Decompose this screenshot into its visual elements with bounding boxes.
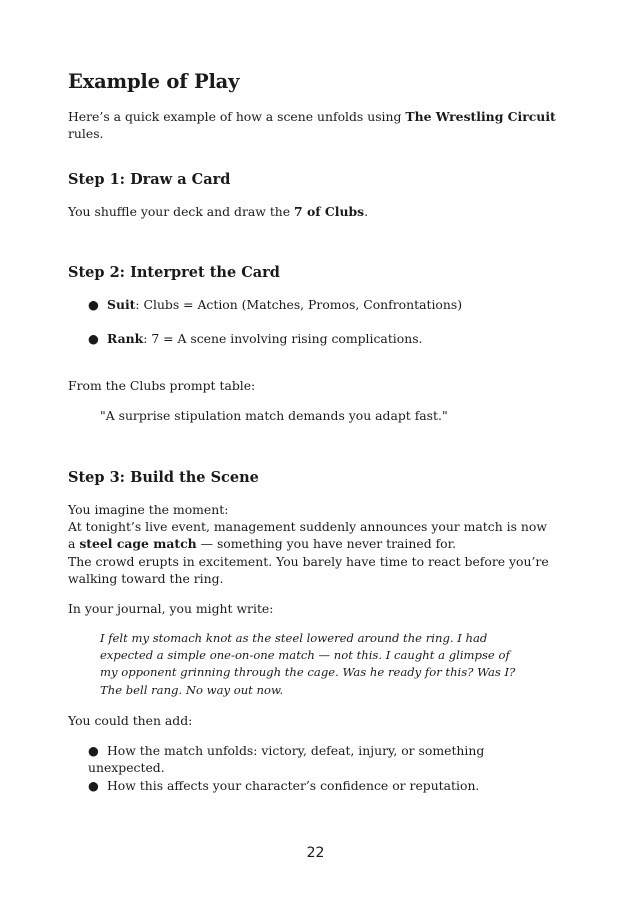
bullet-icon: ● [88, 331, 99, 346]
prompt-quote: "A surprise stipulation match demands you adapt fast." [100, 408, 448, 423]
scene-text-end: — something you have never trained for. [196, 536, 457, 551]
step1-heading: Step 1: Draw a Card [68, 171, 231, 188]
journal-intro: In your journal, you might write: [68, 601, 274, 616]
crowd-paragraph: The crowd erupts in excitement. You barely have time to react before you’re walking toward the ring. [68, 554, 549, 586]
step3-bullet-outcome [88, 742, 558, 776]
intro-text-end: rules. [68, 126, 104, 141]
bullet-text: How this affects your character’s confidence or reputation. [107, 778, 480, 793]
add-intro: You could then add: [68, 713, 193, 728]
step1-paragraph [68, 203, 558, 220]
bullet-label: Suit [107, 297, 136, 312]
page-title: Example of Play [68, 70, 240, 93]
step3-heading: Step 3: Build the Scene [68, 469, 259, 486]
bullet-text: How the match unfolds: victory, defeat, injury, or something unexpected. [88, 743, 485, 775]
bullet-icon: ● [88, 297, 99, 312]
bullet-label: Rank [107, 331, 144, 346]
step1-text-end: . [364, 204, 369, 219]
step1-card-name: 7 of Clubs [294, 204, 365, 219]
intro-text: Here’s a quick example of how a scene unfolds using [68, 109, 406, 124]
scene-paragraph [68, 518, 553, 552]
step1-text: You shuffle your deck and draw the [68, 204, 295, 219]
step3-bullet-reputation [88, 777, 558, 794]
imagine-line: You imagine the moment: [68, 502, 229, 517]
scene-stipulation: steel cage match [79, 536, 197, 551]
bullet-text: : Clubs = Action (Matches, Promos, Confrontations) [135, 297, 463, 312]
page-number: 22 [306, 845, 325, 861]
step2-heading: Step 2: Interpret the Card [68, 264, 280, 281]
bullet-text: : 7 = A scene involving rising complications. [143, 331, 423, 346]
bullet-icon: ● [88, 743, 99, 758]
step2-bullet-rank [88, 330, 558, 347]
bullet-icon: ● [88, 778, 99, 793]
step2-bullet-suit [88, 296, 558, 313]
intro-game-title: The Wrestling Circuit [405, 109, 556, 124]
intro-paragraph [68, 108, 558, 142]
journal-entry: I felt my stomach knot as the steel lowered around the ring. I had expected a simple one-on-one match — not this. I caught a glimpse of my opponent grinning through the cage. Was he ready for this? Was I? The bell rang. No way out now. [100, 631, 516, 697]
scene-text: At tonight’s live event, management suddenly announces your match is now a [68, 519, 547, 551]
table-intro: From the Clubs prompt table: [68, 378, 256, 393]
